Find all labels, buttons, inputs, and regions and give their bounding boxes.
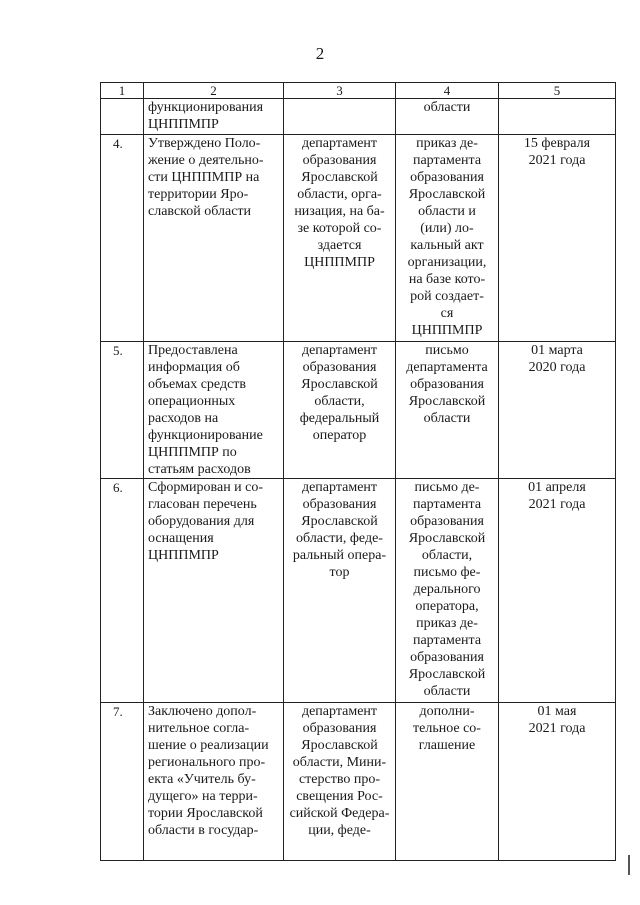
document-cell: приказ де- партамента образования Ярославской области и (или) ло- кальный акт организации, на базе кото- рой создает- ся ЦНППМПР <box>396 135 499 342</box>
date-cell: 01 марта 2020 года <box>499 342 616 479</box>
row-number: 7. <box>101 703 144 861</box>
column-header-5: 5 <box>499 83 616 99</box>
executor-cell: департамент образования Ярославской области, орга- низация, на ба- зе которой со- здается ЦНППМПР <box>284 135 396 342</box>
row-number: 6. <box>101 479 144 703</box>
row-number: 4. <box>101 135 144 342</box>
date-cell <box>499 99 616 135</box>
document-cell: письмо департамента образования Ярославской области <box>396 342 499 479</box>
document-cell: дополни- тельное со- глашение <box>396 703 499 861</box>
page-number: 2 <box>315 44 325 63</box>
executor-cell: департамент образования Ярославской области, федеральный оператор <box>284 342 396 479</box>
column-header-2: 2 <box>144 83 284 99</box>
date-cell: 15 февраля 2021 года <box>499 135 616 342</box>
table-row <box>101 99 616 135</box>
event-cell: функционирования ЦНППМПР <box>144 99 284 135</box>
header-row <box>101 83 616 99</box>
plan-table <box>100 82 616 861</box>
executor-cell: департамент образования Ярославской области, Мини- стерство про- свещения Рос- сийской Федера- ции, феде- <box>284 703 396 861</box>
document-cell: письмо де- партамента образования Ярославской области, письмо фе- дерального оператора, приказ де- партамента образования Ярославской области <box>396 479 499 703</box>
column-header-1: 1 <box>101 83 144 99</box>
scan-edge-mark <box>628 855 630 875</box>
row-number <box>101 99 144 135</box>
event-cell: Утверждено Поло- жение о деятельно- сти ЦНППМПР на территории Яро- славской области <box>144 135 284 342</box>
date-cell: 01 мая 2021 года <box>499 703 616 861</box>
table-row <box>101 703 616 861</box>
column-header-4: 4 <box>396 83 499 99</box>
executor-cell <box>284 99 396 135</box>
row-number: 5. <box>101 342 144 479</box>
event-cell: Предоставлена информация об объемах средств операционных расходов на функционирование ЦНППМПР по статьям расходов <box>144 342 284 479</box>
table-row <box>101 342 616 479</box>
column-header-3: 3 <box>284 83 396 99</box>
table-row <box>101 135 616 342</box>
date-cell: 01 апреля 2021 года <box>499 479 616 703</box>
event-cell: Сформирован и со- гласован перечень оборудования для оснащения ЦНППМПР <box>144 479 284 703</box>
executor-cell: департамент образования Ярославской области, феде- ральный опера- тор <box>284 479 396 703</box>
table-row <box>101 479 616 703</box>
document-cell: области <box>396 99 499 135</box>
event-cell: Заключено допол- нительное согла- шение о реализации регионального про- екта «Учитель бу- дущего» на терри- тории Ярославской области в государ- <box>144 703 284 861</box>
